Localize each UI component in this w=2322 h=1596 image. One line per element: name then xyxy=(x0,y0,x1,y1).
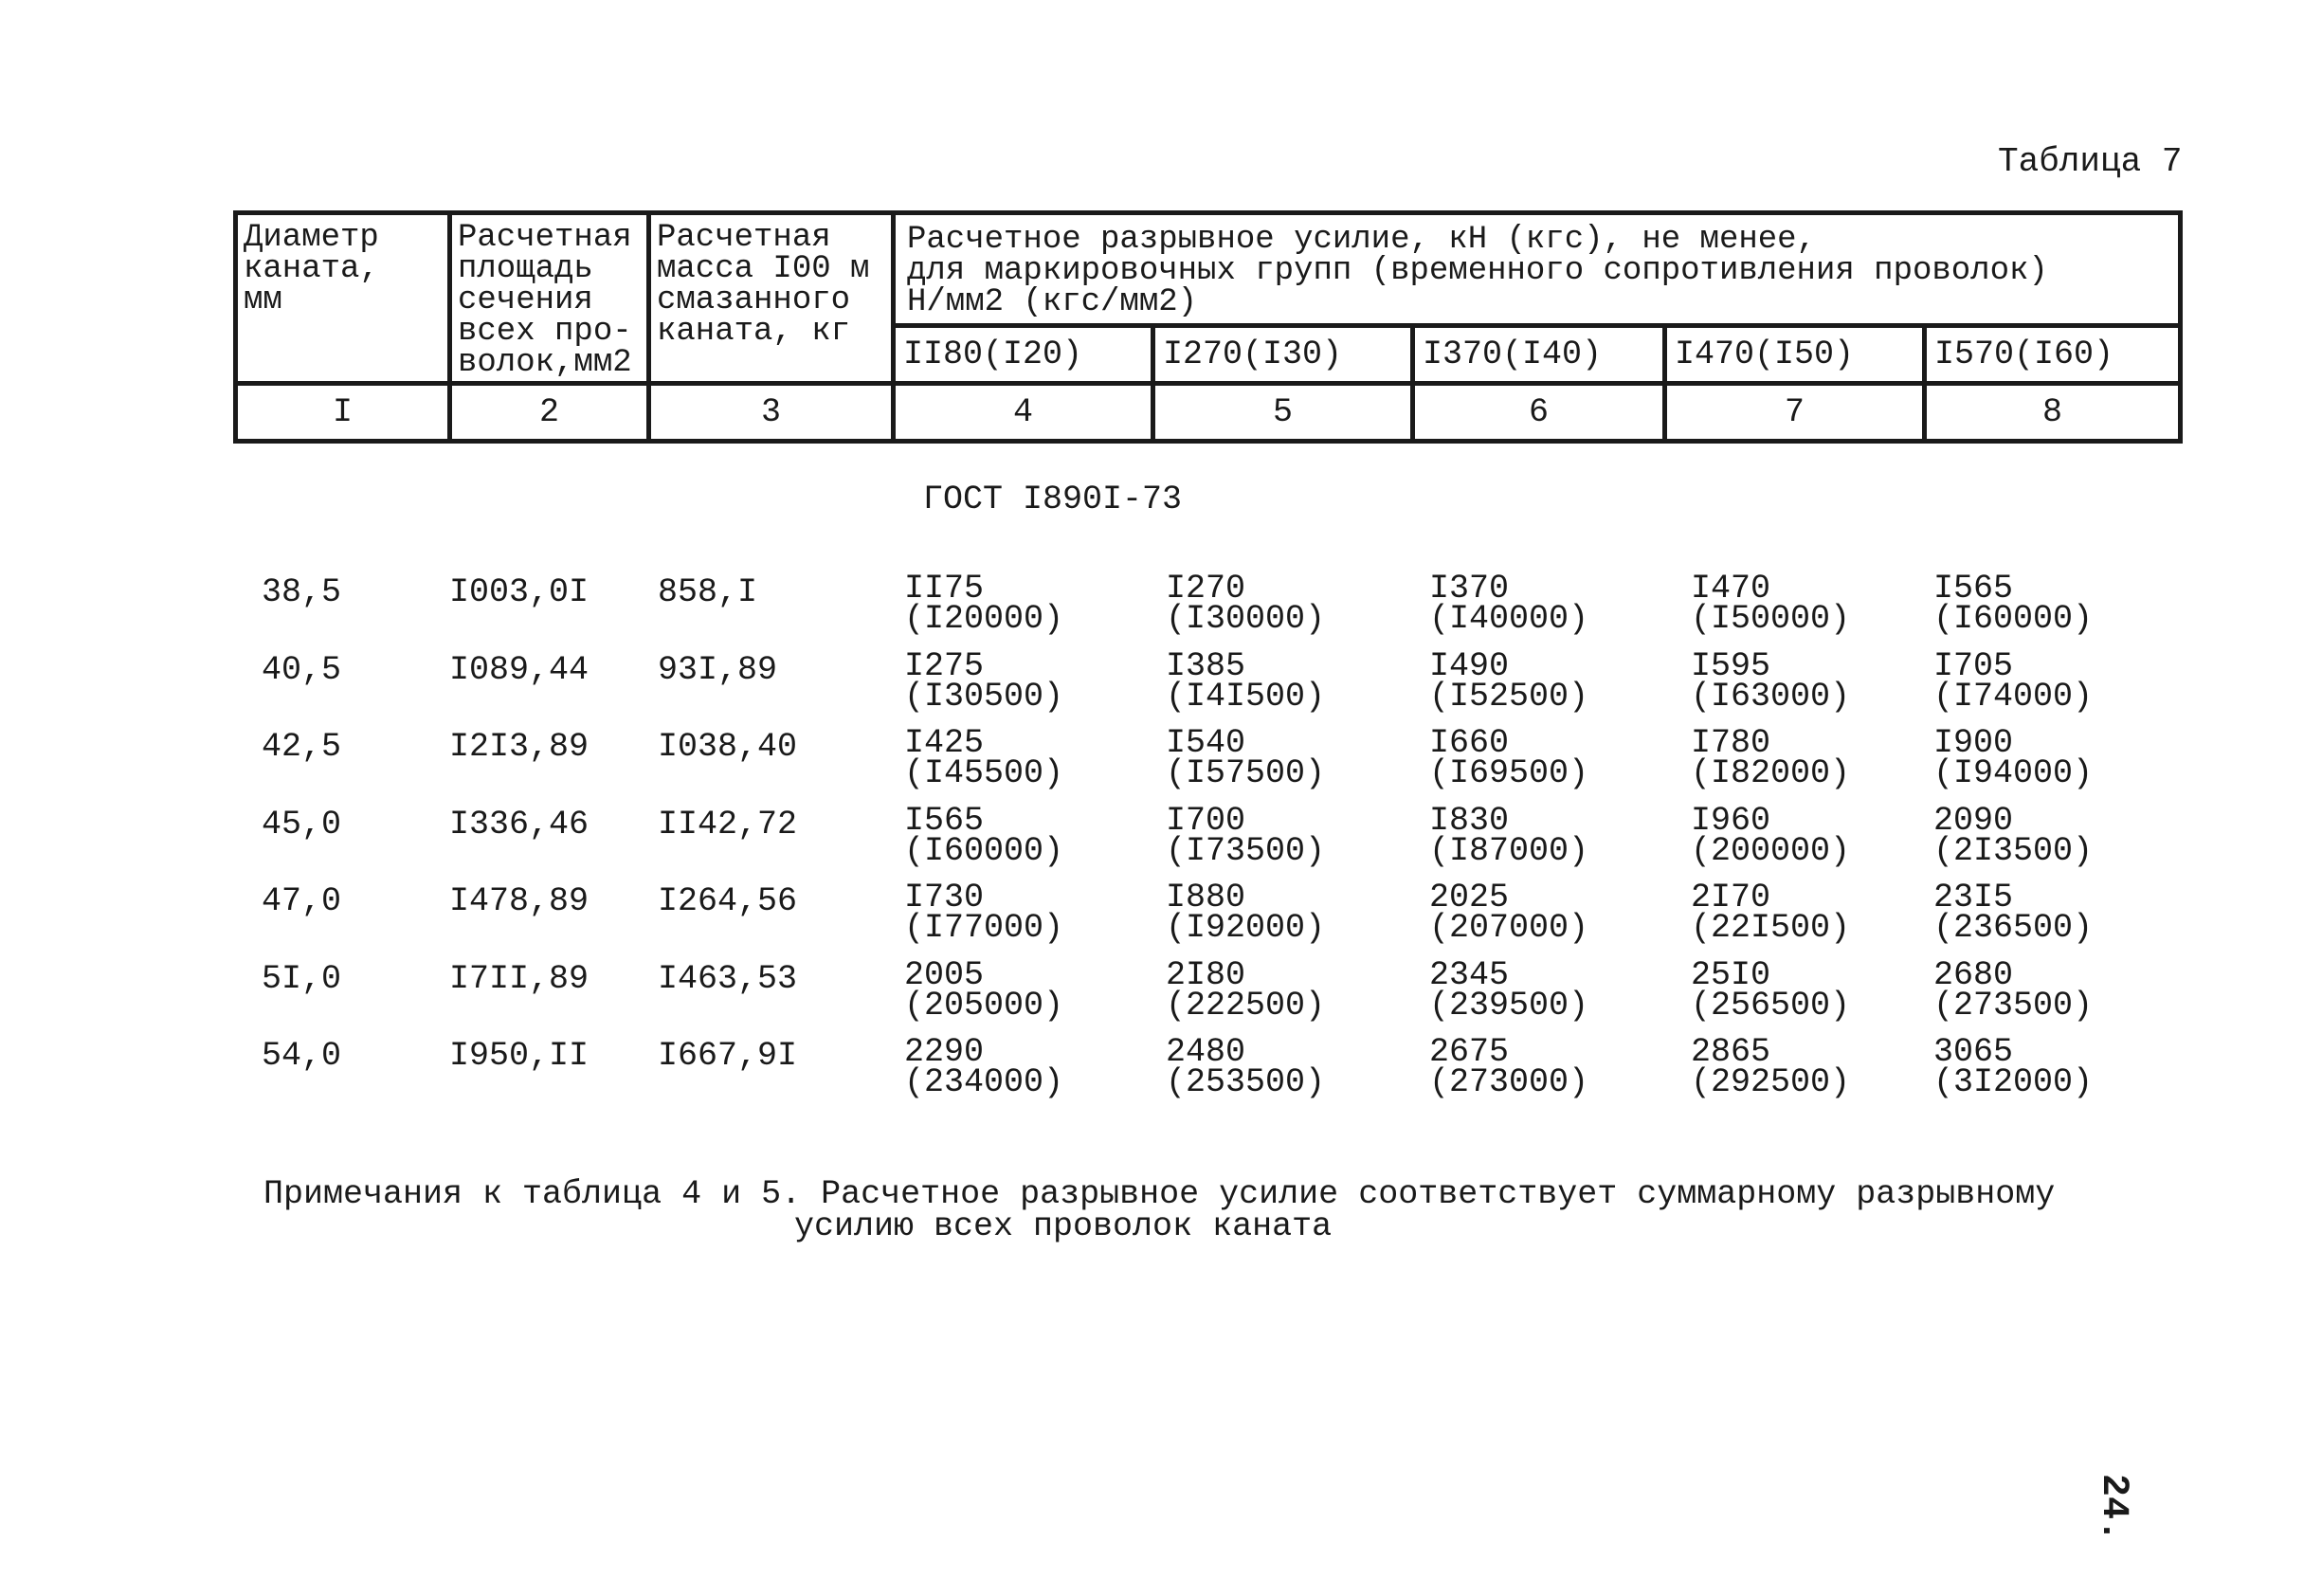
force-kn: I880 xyxy=(1166,879,1246,916)
force-kgf: (I63000) xyxy=(1691,677,1851,716)
table-row xyxy=(0,1033,2322,1115)
force-kn: I275 xyxy=(904,646,985,685)
header-group-1570: I570(I60) xyxy=(1925,326,2181,384)
header-group-1270: I270(I30) xyxy=(1153,326,1413,384)
force-kgf: (234000) xyxy=(904,1063,1064,1101)
breaking-force-cell xyxy=(904,801,1064,870)
breaking-force-cell xyxy=(1429,570,1589,638)
force-kn: 2005 xyxy=(904,955,985,994)
force-kn: I730 xyxy=(904,879,985,916)
force-kgf: (I92000) xyxy=(1166,909,1326,947)
breaking-force-cell xyxy=(1166,724,1326,792)
breaking-force-cell xyxy=(1933,724,2094,792)
mass-value: 858,I xyxy=(658,573,758,611)
note-text: Примечания к таблица 4 и 5. Расчетное разрывное усилие соответствует суммарному разрывному xyxy=(263,1175,2056,1213)
force-kn: I425 xyxy=(904,724,985,762)
force-kgf: (I30500) xyxy=(904,677,1064,716)
force-kgf: (222500) xyxy=(1166,986,1326,1025)
force-kn: I540 xyxy=(1166,724,1246,762)
diameter-value: 47,0 xyxy=(262,882,342,920)
mass-value: 93I,89 xyxy=(658,650,778,689)
breaking-force-cell xyxy=(904,879,1064,947)
diameter-value: 42,5 xyxy=(262,728,342,766)
breaking-force-cell xyxy=(1691,801,1851,870)
force-kn: 2680 xyxy=(1933,955,2014,994)
force-kn: I470 xyxy=(1691,570,1771,608)
force-kgf: (205000) xyxy=(904,986,1064,1025)
note-text-continued: усилию всех проволок каната xyxy=(794,1207,1333,1245)
mass-value: I264,56 xyxy=(658,882,798,920)
breaking-force-cell xyxy=(1933,801,2094,870)
column-number: 7 xyxy=(1665,384,1925,442)
force-kn: 3065 xyxy=(1933,1033,2014,1071)
section-title: ГОСТ I890I-73 xyxy=(923,481,1183,518)
force-kn: 2I70 xyxy=(1691,879,1771,916)
force-kn: I270 xyxy=(1166,570,1246,608)
breaking-force-cell xyxy=(1933,570,2094,638)
header-area: Расчетная площадь сечения всех про- волок,мм2 xyxy=(450,213,649,384)
table-label: Таблица 7 xyxy=(1998,142,2183,181)
force-kn: I960 xyxy=(1691,801,1771,840)
column-number: 5 xyxy=(1153,384,1413,442)
breaking-force-cell xyxy=(1691,724,1851,792)
force-kgf: (292500) xyxy=(1691,1063,1851,1101)
force-kn: I660 xyxy=(1429,724,1510,762)
area-value: I089,44 xyxy=(449,650,590,689)
breaking-force-cell xyxy=(1933,955,2094,1025)
table-row xyxy=(0,646,2322,729)
force-kgf: (I60000) xyxy=(1933,600,2094,638)
force-kgf: (22I500) xyxy=(1691,909,1851,947)
diameter-value: 38,5 xyxy=(262,573,342,611)
force-kgf: (I57500) xyxy=(1166,754,1326,792)
mass-value: I038,40 xyxy=(658,728,798,766)
breaking-force-cell xyxy=(1429,724,1589,792)
force-kgf: (I60000) xyxy=(904,831,1064,870)
breaking-force-cell xyxy=(1691,955,1851,1025)
diameter-value: 5I,0 xyxy=(262,959,342,998)
force-kn: I385 xyxy=(1166,646,1246,685)
force-kgf: (3I2000) xyxy=(1933,1063,2094,1101)
table-row xyxy=(0,570,2322,651)
force-kn: I900 xyxy=(1933,724,2014,762)
area-value: I7II,89 xyxy=(449,959,590,998)
breaking-force-cell xyxy=(1691,879,1851,947)
force-kn: 2865 xyxy=(1691,1033,1771,1071)
column-number: 8 xyxy=(1925,384,2181,442)
force-kn: I700 xyxy=(1166,801,1246,840)
force-kgf: (I30000) xyxy=(1166,600,1326,638)
breaking-force-cell xyxy=(1166,801,1326,870)
force-kn: I565 xyxy=(1933,570,2014,608)
force-kgf: (I50000) xyxy=(1691,600,1851,638)
column-number: 6 xyxy=(1413,384,1665,442)
header-group-1470: I470(I50) xyxy=(1665,326,1925,384)
force-kgf: (236500) xyxy=(1933,909,2094,947)
force-kgf: (207000) xyxy=(1429,909,1589,947)
force-kgf: (I45500) xyxy=(904,754,1064,792)
header-group-1370: I370(I40) xyxy=(1413,326,1665,384)
breaking-force-cell xyxy=(1166,1033,1326,1101)
force-kgf: (I20000) xyxy=(904,600,1064,638)
force-kn: I490 xyxy=(1429,646,1510,685)
breaking-force-cell xyxy=(904,646,1064,716)
breaking-force-cell xyxy=(1166,570,1326,638)
breaking-force-cell xyxy=(904,724,1064,792)
area-value: I478,89 xyxy=(449,882,590,920)
area-value: I950,II xyxy=(449,1037,590,1075)
breaking-force-cell xyxy=(1933,646,2094,716)
diameter-value: 54,0 xyxy=(262,1037,342,1075)
breaking-force-cell xyxy=(1933,879,2094,947)
force-kn: II75 xyxy=(904,570,985,608)
breaking-force-cell xyxy=(904,570,1064,638)
force-kn: I830 xyxy=(1429,801,1510,840)
breaking-force-cell xyxy=(1691,570,1851,638)
force-kgf: (2I3500) xyxy=(1933,831,2094,870)
force-kn: I780 xyxy=(1691,724,1771,762)
breaking-force-cell xyxy=(1429,646,1589,716)
area-value: I2I3,89 xyxy=(449,728,590,766)
breaking-force-cell xyxy=(1429,955,1589,1025)
force-kgf: (I40000) xyxy=(1429,600,1589,638)
breaking-force-cell xyxy=(1166,879,1326,947)
table-header xyxy=(233,210,2183,444)
force-kgf: (I73500) xyxy=(1166,831,1326,870)
breaking-force-cell xyxy=(1691,1033,1851,1101)
breaking-force-cell xyxy=(1933,1033,2094,1101)
force-kgf: (256500) xyxy=(1691,986,1851,1025)
force-kn: 2090 xyxy=(1933,801,2014,840)
column-number: I xyxy=(236,384,450,442)
diameter-value: 40,5 xyxy=(262,650,342,689)
breaking-force-cell xyxy=(1429,879,1589,947)
force-kn: 2675 xyxy=(1429,1033,1510,1071)
table-row xyxy=(0,879,2322,960)
mass-value: I667,9I xyxy=(658,1037,798,1075)
table-row xyxy=(0,724,2322,806)
force-kgf: (273500) xyxy=(1933,986,2094,1025)
breaking-force-cell xyxy=(904,1033,1064,1101)
column-number: 2 xyxy=(450,384,649,442)
mass-value: II42,72 xyxy=(658,805,798,843)
force-kgf: (273000) xyxy=(1429,1063,1589,1101)
force-kgf: (I94000) xyxy=(1933,754,2094,792)
mass-value: I463,53 xyxy=(658,959,798,998)
force-kn: 2345 xyxy=(1429,955,1510,994)
force-kgf: (I82000) xyxy=(1691,754,1851,792)
force-kgf: (239500) xyxy=(1429,986,1589,1025)
breaking-force-cell xyxy=(1166,646,1326,716)
force-kn: I565 xyxy=(904,801,985,840)
column-number: 4 xyxy=(894,384,1153,442)
force-kn: I595 xyxy=(1691,646,1771,685)
breaking-force-cell xyxy=(1429,1033,1589,1101)
breaking-force-cell xyxy=(1429,801,1589,870)
diameter-value: 45,0 xyxy=(262,805,342,843)
force-kn: 2025 xyxy=(1429,879,1510,916)
breaking-force-cell xyxy=(1691,646,1851,716)
force-kn: 23I5 xyxy=(1933,879,2014,916)
header-group-1180: II80(I20) xyxy=(894,326,1153,384)
force-kgf: (I77000) xyxy=(904,909,1064,947)
force-kn: I370 xyxy=(1429,570,1510,608)
force-kgf: (253500) xyxy=(1166,1063,1326,1101)
breaking-force-cell xyxy=(904,955,1064,1025)
breaking-force-cell xyxy=(1166,955,1326,1025)
force-kgf: (I69500) xyxy=(1429,754,1589,792)
force-kgf: (200000) xyxy=(1691,831,1851,870)
force-kn: 2I80 xyxy=(1166,955,1246,994)
force-kgf: (I74000) xyxy=(1933,677,2094,716)
header-mass: Расчетная масса I00 м смазанного каната, кг xyxy=(649,213,894,384)
force-kn: I705 xyxy=(1933,646,2014,685)
column-number: 3 xyxy=(649,384,894,442)
area-value: I003,0I xyxy=(449,573,590,611)
table-row xyxy=(0,955,2322,1038)
table-row xyxy=(0,801,2322,883)
force-kn: 2290 xyxy=(904,1033,985,1071)
page-number: 24. xyxy=(2092,1474,2134,1543)
header-breaking-force: Расчетное разрывное усилие, кН (кгс), не менее, для маркировочных групп (временного сопротивления проволок) Н/мм2 (кгс/мм2) xyxy=(894,213,2181,326)
force-kgf: (I52500) xyxy=(1429,677,1589,716)
force-kgf: (I87000) xyxy=(1429,831,1589,870)
force-kn: 2480 xyxy=(1166,1033,1246,1071)
area-value: I336,46 xyxy=(449,805,590,843)
force-kgf: (I4I500) xyxy=(1166,677,1326,716)
header-diameter: Диаметр каната, мм xyxy=(236,213,450,384)
force-kn: 25I0 xyxy=(1691,955,1771,994)
